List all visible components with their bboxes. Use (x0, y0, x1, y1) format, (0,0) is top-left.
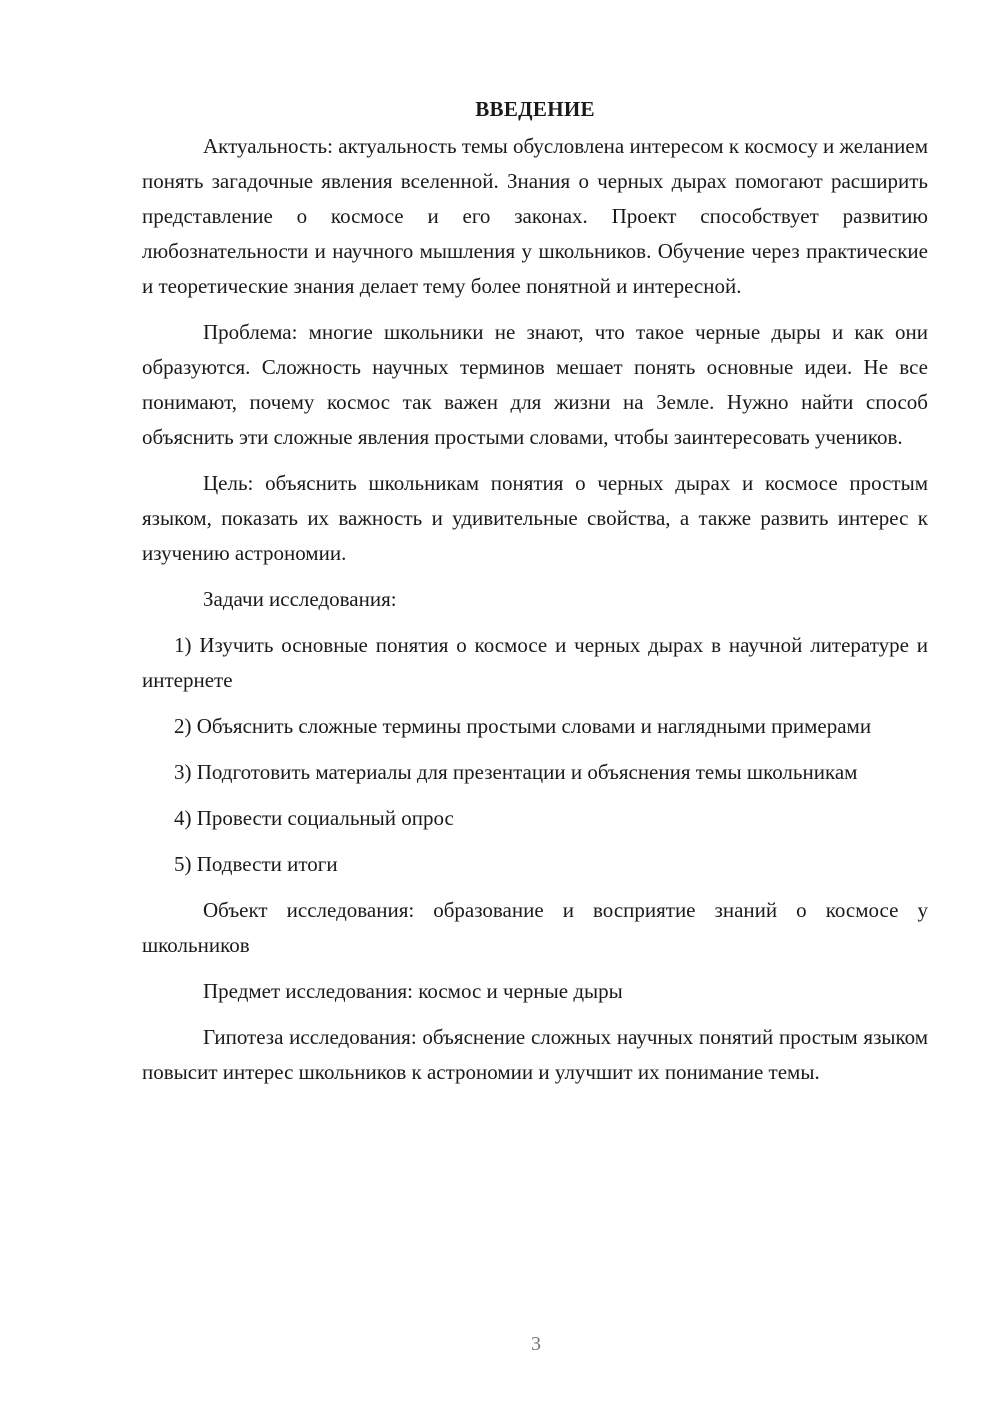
paragraph-object: Объект исследования: образование и восприятие знаний о космосе у школьников (142, 898, 928, 957)
tasks-heading: Задачи исследования: (203, 587, 397, 611)
task-item-5: 5) Подвести итоги (174, 852, 338, 876)
section-title: ВВЕДЕНИЕ (475, 97, 595, 121)
document-page (142, 92, 928, 1101)
task-item-4: 4) Провести социальный опрос (174, 806, 454, 830)
task-item-3: 3) Подготовить материалы для презентации и объяснения темы школьникам (174, 760, 858, 784)
paragraph-goal: Цель: объяснить школьникам понятия о черных дырах и космосе простым языком, показать их важность и удивительные свойства, а также развить интерес к изучению астрономии. (142, 471, 928, 565)
paragraph-problem: Проблема: многие школьники не знают, что такое черные дыры и как они образуются. Сложность научных терминов мешает понять основные идеи. Не все понимают, почему космос так важен для жизни на Земле. Нужно найти способ объяснить эти сложные явления простыми словами, чтобы заинтересовать учеников. (142, 320, 928, 449)
task-item-2: 2) Объяснить сложные термины простыми словами и наглядными примерами (174, 714, 872, 738)
page-number: 3 (531, 1333, 541, 1355)
paragraph-relevance: Актуальность: актуальность темы обусловлена интересом к космосу и желанием понять загадочные явления вселенной. Знания о черных дырах помогают расширить представление о космосе и его законах. Проект способствует развитию любознательности и научного мышления у школьников. Обучение через практические и теоретические знания делает тему более понятной и интересной. (142, 134, 928, 298)
task-item-1: 1) Изучить основные понятия о космосе и черных дырах в научной литературе и интернете (142, 633, 928, 692)
paragraph-hypothesis: Гипотеза исследования: объяснение сложных научных понятий простым языком повысит интерес школьников к астрономии и улучшит их понимание темы. (142, 1025, 928, 1084)
paragraph-subject: Предмет исследования: космос и черные дыры (203, 979, 623, 1003)
